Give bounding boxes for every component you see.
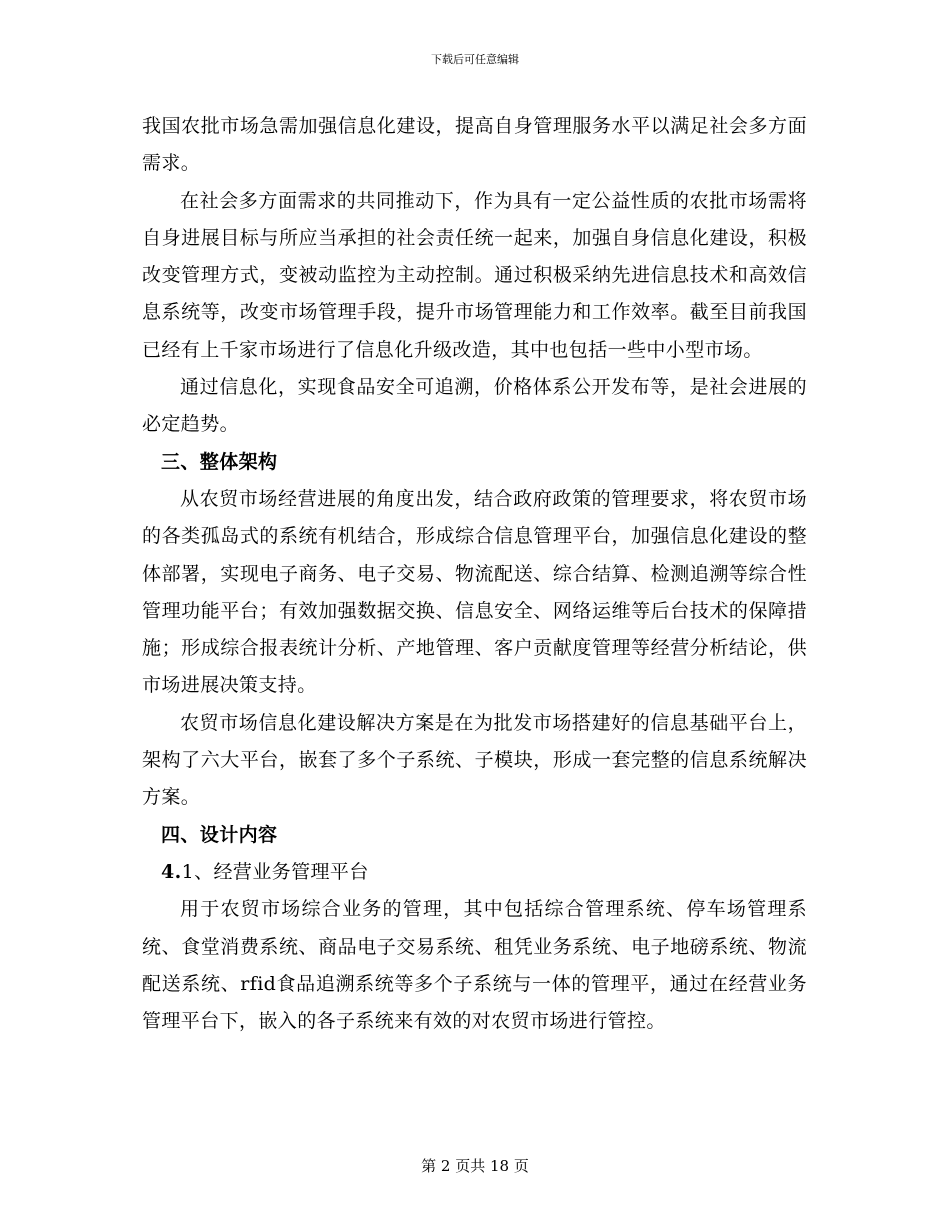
document-body — [142, 108, 807, 1040]
section-heading-4: 四、设计内容 — [161, 823, 278, 846]
subsection-title: 1、经营业务管理平台 — [181, 860, 369, 883]
subsection-heading-4-1 — [142, 854, 807, 891]
paragraph-3: 通过信息化，实现食品安全可追溯，价格体系公开发布等，是社会进展的必定趋势。 — [142, 376, 807, 436]
paragraph-6: 用于农贸市场综合业务的管理，其中包括综合管理系统、停车场管理系统、食堂消费系统、商品电子交易系统、租凭业务系统、电子地磅系统、物流配送系统、rfid食品追溯系统等多个子系统与一体的管理平，通过在经营业务管理平台下，嵌入的各子系统来有效的对农贸市场进行管控。 — [142, 898, 807, 1033]
paragraph-5: 农贸市场信息化建设解决方案是在为批发市场搭建好的信息基础平台上，架构了六大平台，嵌套了多个子系统、子模块，形成一套完整的信息系统解决方案。 — [142, 711, 807, 809]
section-heading-3: 三、整体架构 — [161, 450, 278, 473]
paragraph-1: 我国农批市场急需加强信息化建设，提高自身管理服务水平以满足社会多方面需求。 — [142, 115, 807, 175]
page-header-note: 下载后可任意编辑 — [431, 53, 519, 66]
paragraph-4: 从农贸市场经营进展的角度出发，结合政府政策的管理要求，将农贸市场的各类孤岛式的系统有机结合，形成综合信息管理平台，加强信息化建设的整体部署，实现电子商务、电子交易、物流配送、综合结算、检测追溯等综合性管理功能平台；有效加强数据交换、信息安全、网络运维等后台技术的保障措施；形成综合报表统计分析、产地管理、客户贡献度管理等经营分析结论，供市场进展决策支持。 — [142, 487, 807, 697]
subsection-number: 4. — [161, 860, 182, 883]
paragraph-2: 在社会多方面需求的共同推动下，作为具有一定公益性质的农批市场需将自身进展目标与所应当承担的社会责任统一起来，加强自身信息化建设，积极改变管理方式，变被动监控为主动控制。通过积极采纳先进信息技术和高效信息系统等，改变市场管理手段，提升市场管理能力和工作效率。截至目前我国已经有上千家市场进行了信息化升级改造，其中也包括一些中小型市场。 — [142, 189, 807, 361]
page-number: 第 2 页共 18 页 — [421, 1157, 529, 1175]
